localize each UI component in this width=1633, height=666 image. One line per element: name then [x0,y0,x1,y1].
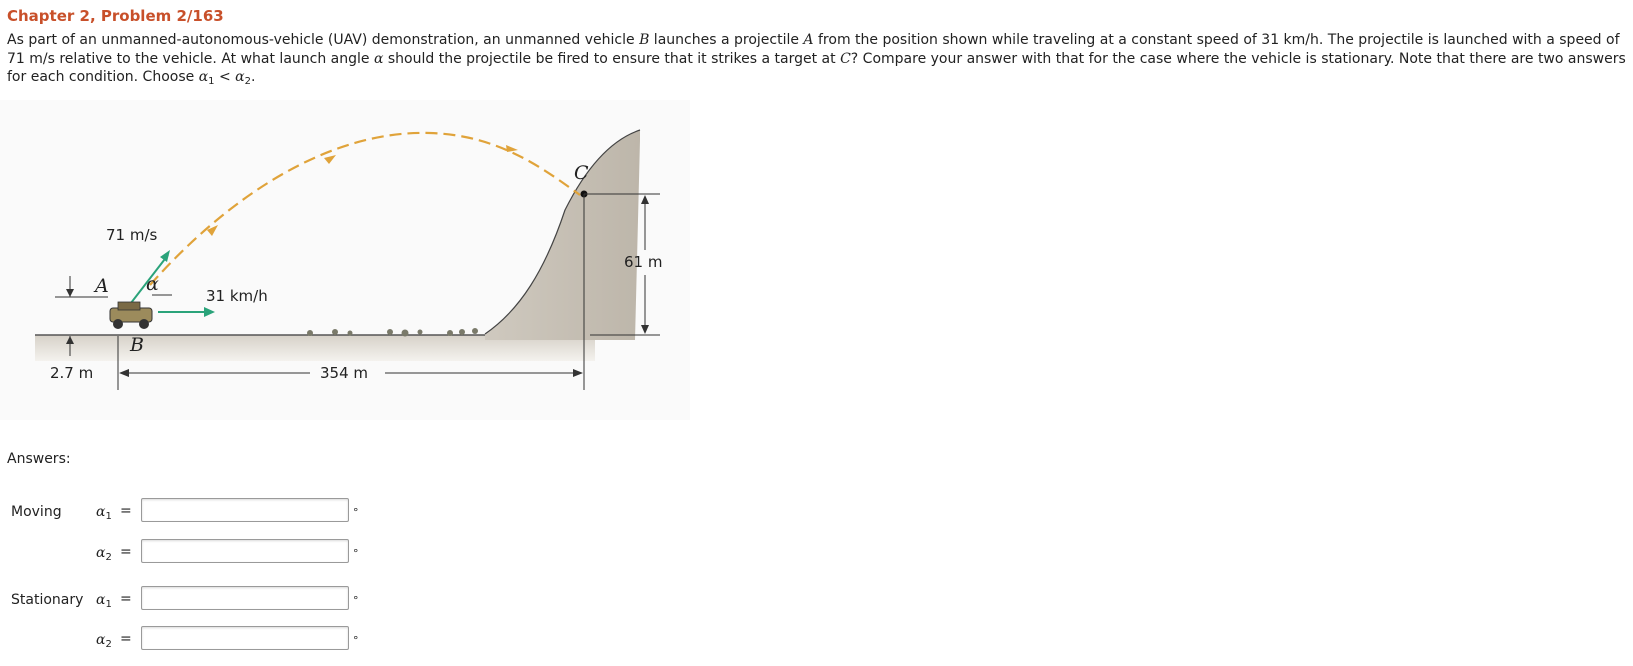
vehicle-speed-label: 31 km/h [206,287,268,305]
problem-text-1: As part of an unmanned-autonomous-vehicle (UAV) demonstration, an unmanned vehicle [7,32,640,48]
alpha-2-sub: 2 [244,76,252,87]
less-than: < [214,69,236,85]
alpha-var: $\alpha_1$ [96,592,112,610]
alpha-label: α [146,273,159,295]
stationary-alpha1-input[interactable] [141,586,349,610]
problem-text-4: should the projectile be fired to ensure that it strikes a target at [383,50,841,67]
label-c: C [574,162,589,184]
degree-unit: ° [353,594,359,607]
condition-label: Stationary [11,592,84,608]
alpha-2: α [235,69,245,85]
stationary-alpha2-input[interactable] [141,626,349,650]
height-c-label: 61 m [624,253,663,271]
condition-label: Moving [11,504,62,520]
equals-sign: = [120,631,132,647]
var-b: B [639,32,650,48]
alpha-1-sub: 1 [208,76,215,87]
problem-title: Chapter 2, Problem 2/163 [7,7,224,25]
problem-text-5: ? Compare your answer with that for the case where the vehicle is stationary. Note that there are two answers for each condition. Choose [7,50,1626,85]
moving-alpha1-input[interactable] [141,498,349,522]
alpha-var: $\alpha_2$ [96,632,112,650]
var-a: A [803,32,814,48]
equals-sign: = [120,591,132,607]
launch-speed-label: 71 m/s [106,226,158,244]
degree-unit: ° [353,506,359,519]
label-b: B [130,334,144,356]
degree-unit: ° [353,634,359,647]
alpha-var: $\alpha_1$ [96,504,112,522]
var-c: C [840,50,851,67]
problem-figure [0,100,690,420]
degree-unit: ° [353,547,359,560]
alpha-1: α [198,69,209,85]
equals-sign: = [120,544,132,560]
alpha-var: $\alpha_2$ [96,545,112,563]
distance-label: 354 m [320,364,369,382]
problem-statement [7,31,1627,87]
problem-text-3: from the position shown while traveling at a constant speed of 31 km/h. The projectile is launched with a speed of 71 m/s relative to the vehicle. At what launch angle [7,32,1620,67]
height-a-label: 2.7 m [50,364,94,382]
var-alpha: α [373,50,384,67]
equals-sign: = [120,503,132,519]
problem-end: . [251,69,256,85]
problem-text-2: launches a projectile [649,32,804,48]
answers-label: Answers: [7,451,71,467]
moving-alpha2-input[interactable] [141,539,349,563]
label-a: A [95,275,109,297]
